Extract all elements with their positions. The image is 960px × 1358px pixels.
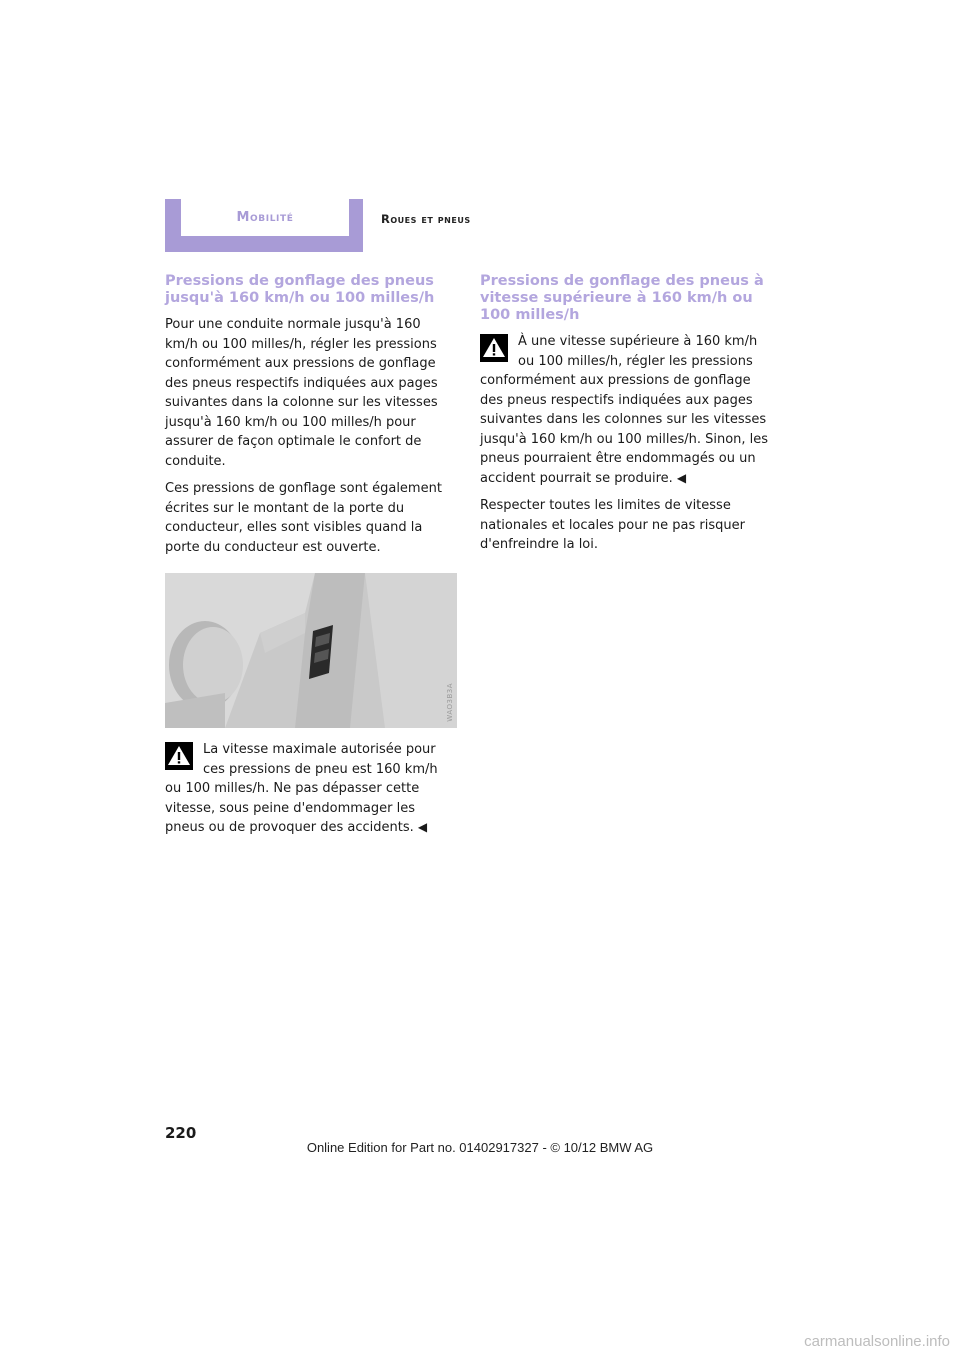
left-paragraph-1: Pour une conduite normale jusqu'à 160 km/h ou 100 milles/h, régler les pressions conformément aux pressions de gonflage des pneus respectifs indiquées aux pages suivantes dans la colonne sur les vitesses jusqu'à 160 km/h ou 100 milles/h pour assurer de façon optimale le confort de conduite.	[165, 317, 438, 469]
figure-code: WAO3B3A	[446, 683, 454, 722]
right-warning-content: À une vitesse supérieure à 160 km/h ou 100 milles/h, régler les pressions conformément aux pressions de gonflage des pneus respectifs indiquées aux pages suivantes dans les colonnes sur les vitesses jusqu'à 160 km/h ou 100 milles/h. Sinon, les pneus pourraient être endommagés ou un accident pourrait se produire.	[480, 334, 769, 486]
footer-edition: Online Edition for Part no. 01402917327 - © 10/12 BMW AG	[306, 1140, 654, 1155]
left-warning	[165, 740, 457, 838]
chapter-tab-inner	[181, 199, 349, 236]
watermark: carmanualsonline.info	[804, 1333, 950, 1350]
left-warning-text	[165, 740, 457, 838]
end-mark: ◀	[417, 820, 428, 834]
warning-triangle-icon	[165, 742, 193, 770]
right-heading: Pressions de gonflage des pneus à vitesse supérieure à 160 km/h ou 100 milles/h	[480, 273, 764, 323]
door-pillar-figure	[165, 573, 457, 728]
right-column	[480, 273, 776, 563]
right-paragraph: Respecter toutes les limites de vitesse nationales et locales pour ne pas risquer d'enfreindre la loi.	[480, 498, 745, 552]
right-warning	[480, 332, 776, 488]
left-warning-content: La vitesse maximale autorisée pour ces pressions de pneu est 160 km/h ou 100 milles/h. Ne pas dépasser cette vitesse, sous peine d'endommager les pneus ou de provoquer des accidents.	[165, 742, 438, 835]
left-paragraph-2: Ces pressions de gonflage sont également écrites sur le montant de la porte du conducteur, elles sont visibles quand la porte du conducteur est ouverte.	[165, 481, 442, 555]
left-column	[165, 273, 457, 846]
chapter-label: Mobilité	[236, 210, 294, 225]
section-label: Roues et pneus	[381, 212, 471, 226]
end-mark: ◀	[676, 470, 687, 485]
left-heading: Pressions de gonflage des pneus jusqu'à 160 km/h ou 100 milles/h	[165, 273, 435, 306]
chapter-tab	[165, 199, 363, 252]
door-pillar-illustration	[165, 573, 457, 728]
right-warning-text	[480, 332, 776, 488]
page-number: 220	[165, 1124, 197, 1142]
warning-triangle-icon	[480, 334, 508, 362]
